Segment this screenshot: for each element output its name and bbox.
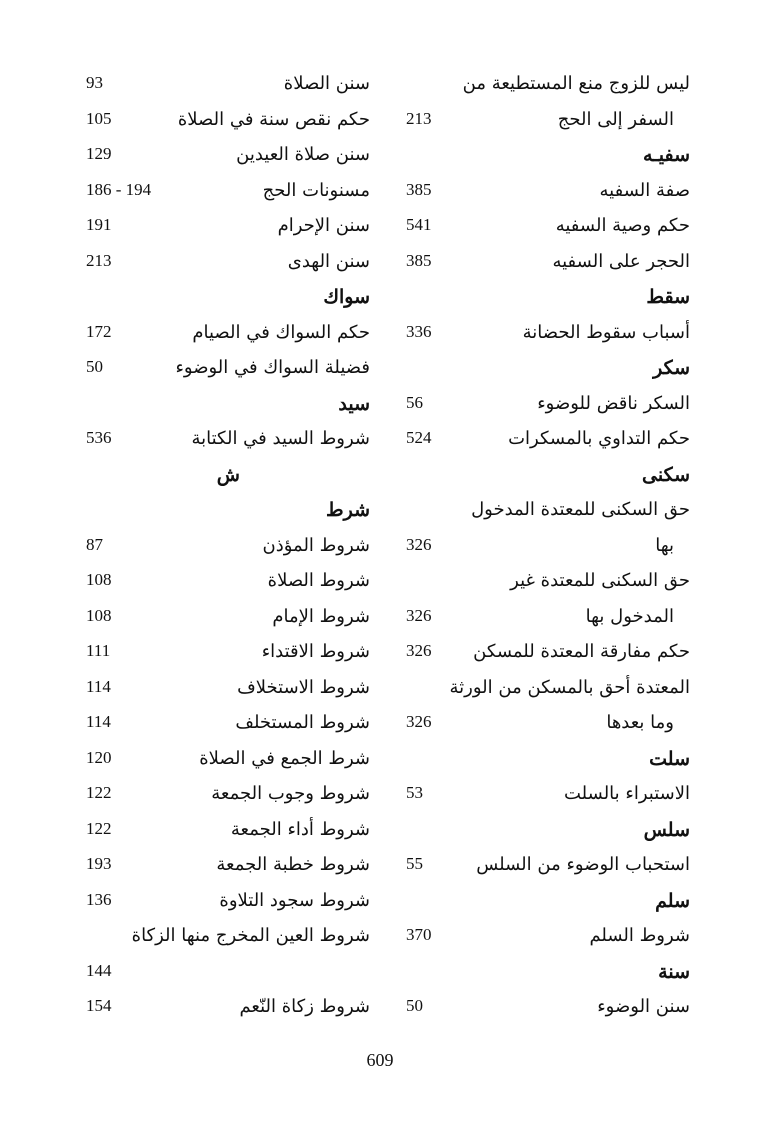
- entry-text: سنن الصلاة: [283, 73, 370, 94]
- entry-text: وما بعدها: [606, 712, 674, 733]
- entry-page-number: 111: [86, 641, 111, 660]
- entry-text: حكم مفارقة المعتدة للمسكن: [473, 641, 690, 662]
- index-entry: [80, 674, 370, 710]
- entry-text: شروط السيد في الكتابة: [191, 428, 370, 449]
- page-number: 609: [366, 1050, 394, 1070]
- heading-text: سلس: [643, 818, 690, 841]
- index-entry: [80, 106, 370, 142]
- index-entry: [400, 567, 690, 603]
- entry-page-number: 370: [406, 925, 432, 944]
- entry-text: سنن الوضوء: [597, 996, 690, 1017]
- entry-text: شروط زكاة النّعم: [239, 996, 370, 1017]
- left-column: [80, 70, 370, 1029]
- index-entry: [80, 603, 370, 639]
- index-entry: [80, 851, 370, 887]
- index-heading: [80, 283, 370, 319]
- entry-page-number: 136: [86, 889, 112, 909]
- entry-text: شرط الجمع في الصلاة: [199, 747, 370, 769]
- heading-text: سكنى: [642, 463, 690, 486]
- index-entry: [400, 851, 690, 887]
- index-entry: [80, 993, 370, 1029]
- entry-text: شروط المؤذن: [262, 534, 370, 556]
- index-entry: [80, 567, 370, 603]
- index-heading: [80, 390, 370, 426]
- heading-text: سنة: [658, 960, 690, 983]
- entry-page-number: 536: [86, 428, 112, 447]
- entry-text: سنن صلاة العيدين: [236, 144, 370, 165]
- entry-text: صفة السفيه: [599, 179, 690, 201]
- heading-text: سواك: [323, 286, 370, 308]
- entry-text: شروط الإمام: [272, 605, 370, 627]
- heading-text: ش: [216, 463, 240, 486]
- index-entry: [80, 780, 370, 816]
- entry-page-number: 105: [86, 108, 112, 128]
- index-heading: [400, 887, 690, 923]
- entry-text: شروط الاستخلاف: [237, 676, 370, 698]
- entry-text: شروط وجوب الجمعة: [211, 783, 370, 804]
- entry-text: سنن الإحرام: [277, 215, 370, 236]
- entry-page-number: 524: [406, 428, 432, 447]
- entry-text: مسنونات الحج: [262, 179, 370, 201]
- entry-text: شروط سجود التلاوة: [219, 889, 370, 911]
- entry-page-number: 213: [406, 108, 432, 128]
- index-entry: [400, 496, 690, 532]
- entry-page-number: 154: [86, 996, 112, 1015]
- entry-page-number: 122: [86, 783, 112, 802]
- entry-text: المدخول بها: [585, 605, 674, 627]
- entry-page-number: 186 - 194: [86, 179, 152, 199]
- heading-text: سلم: [655, 889, 690, 912]
- entry-page-number: 114: [86, 676, 111, 696]
- entry-page-number: 326: [406, 641, 432, 660]
- entry-text: استحباب الوضوء من السلس: [476, 854, 690, 875]
- entry-page-number: 326: [406, 534, 432, 554]
- entry-text: شروط الصلاة: [267, 570, 370, 591]
- entry-page-number: 87: [86, 534, 103, 554]
- index-entry: [80, 141, 370, 177]
- heading-text: شرط: [326, 499, 370, 521]
- index-heading: [400, 141, 690, 177]
- index-entry: [400, 106, 690, 142]
- entry-text: حكم وصية السفيه: [555, 215, 690, 236]
- entry-page-number: 213: [86, 250, 112, 270]
- index-entry: [400, 709, 690, 745]
- index-entry: [400, 780, 690, 816]
- entry-page-number: 114: [86, 712, 111, 731]
- entry-page-number: 326: [406, 605, 432, 625]
- index-entry: [400, 674, 690, 710]
- index-entry: [400, 212, 690, 248]
- index-entry: [400, 248, 690, 284]
- entry-text: الحجر على السفيه: [552, 250, 690, 272]
- index-entry: [80, 177, 370, 213]
- index-entry: [80, 745, 370, 781]
- index-heading: [400, 461, 690, 497]
- entry-page-number: 53: [406, 783, 423, 802]
- entry-text: فضيلة السواك في الوضوء: [175, 357, 370, 378]
- index-entry: [400, 638, 690, 674]
- index-entry: [80, 248, 370, 284]
- index-heading: [80, 496, 370, 532]
- index-entry: [400, 425, 690, 461]
- index-entry: [80, 816, 370, 852]
- entry-page-number: 129: [86, 144, 112, 163]
- entry-page-number: 56: [406, 392, 423, 412]
- entry-text: الاستبراء بالسلت: [564, 783, 690, 804]
- entry-text: حكم التداوي بالمسكرات: [508, 428, 690, 449]
- index-entry: [80, 709, 370, 745]
- entry-page-number: 385: [406, 179, 432, 199]
- index-entry: [400, 319, 690, 355]
- entry-page-number: 326: [406, 712, 432, 731]
- index-entry: [80, 425, 370, 461]
- entry-page-number: 50: [406, 996, 423, 1015]
- entry-text: شروط المستخلف: [235, 712, 370, 733]
- index-entry: [400, 177, 690, 213]
- heading-text: سقط: [646, 286, 690, 308]
- entry-text: حكم نقص سنة في الصلاة: [177, 108, 370, 130]
- entry-text: حكم السواك في الصيام: [192, 321, 370, 343]
- index-entry: [80, 319, 370, 355]
- index-entry: [400, 390, 690, 426]
- heading-text: سلت: [649, 747, 690, 770]
- index-entry: [80, 532, 370, 568]
- entry-text: السفر إلى الحج: [557, 108, 674, 130]
- entry-text: شروط الاقتداء: [261, 641, 370, 662]
- heading-text: سيد: [338, 392, 370, 415]
- index-entry: [80, 887, 370, 923]
- index-entry: [80, 958, 370, 994]
- index-entry: [400, 922, 690, 958]
- index-heading: [80, 461, 370, 497]
- entry-page-number: 144: [86, 960, 112, 980]
- entry-page-number: 172: [86, 321, 112, 341]
- entry-page-number: 108: [86, 570, 112, 589]
- heading-text: سكر: [653, 357, 690, 379]
- entry-text: سنن الهدى: [287, 250, 370, 272]
- entry-page-number: 336: [406, 321, 432, 341]
- index-entry: [80, 212, 370, 248]
- index-entry: [80, 638, 370, 674]
- index-entry: [400, 993, 690, 1029]
- entry-text: المعتدة أحق بالمسكن من الورثة: [449, 676, 690, 698]
- entry-text: شروط خطبة الجمعة: [216, 854, 370, 875]
- entry-page-number: 541: [406, 215, 432, 234]
- entry-page-number: 55: [406, 854, 423, 873]
- index-heading: [400, 283, 690, 319]
- entry-text: السكر ناقض للوضوء: [537, 392, 690, 414]
- index-heading: [400, 745, 690, 781]
- right-column: [400, 70, 690, 1029]
- entry-page-number: 93: [86, 73, 103, 92]
- heading-text: سفيـه: [642, 144, 690, 166]
- entry-page-number: 120: [86, 747, 112, 767]
- entry-page-number: 108: [86, 605, 112, 625]
- index-entry: [400, 532, 690, 568]
- entry-text: حق السكنى للمعتدة المدخول: [471, 499, 690, 520]
- index-entry: [80, 70, 370, 106]
- entry-page-number: 385: [406, 250, 432, 270]
- index-entry: [80, 354, 370, 390]
- entry-page-number: 122: [86, 818, 112, 838]
- entry-page-number: 193: [86, 854, 112, 873]
- index-entry: [400, 70, 690, 106]
- entry-text: ليس للزوج منع المستطيعة من: [462, 73, 690, 94]
- index-heading: [400, 958, 690, 994]
- entry-page-number: 50: [86, 357, 103, 376]
- index-entry: [400, 603, 690, 639]
- index-heading: [400, 354, 690, 390]
- entry-page-number: 191: [86, 215, 112, 234]
- entry-text: شروط أداء الجمعة: [230, 818, 370, 840]
- entry-text: أسباب سقوط الحضانة: [522, 321, 690, 343]
- index-entry: [80, 922, 370, 958]
- entry-text: حق السكنى للمعتدة غير: [510, 570, 690, 591]
- entry-text: شروط السلم: [589, 925, 690, 946]
- entry-text: بها: [655, 534, 674, 556]
- entry-text: شروط العين المخرج منها الزكاة: [131, 925, 370, 946]
- index-heading: [400, 816, 690, 852]
